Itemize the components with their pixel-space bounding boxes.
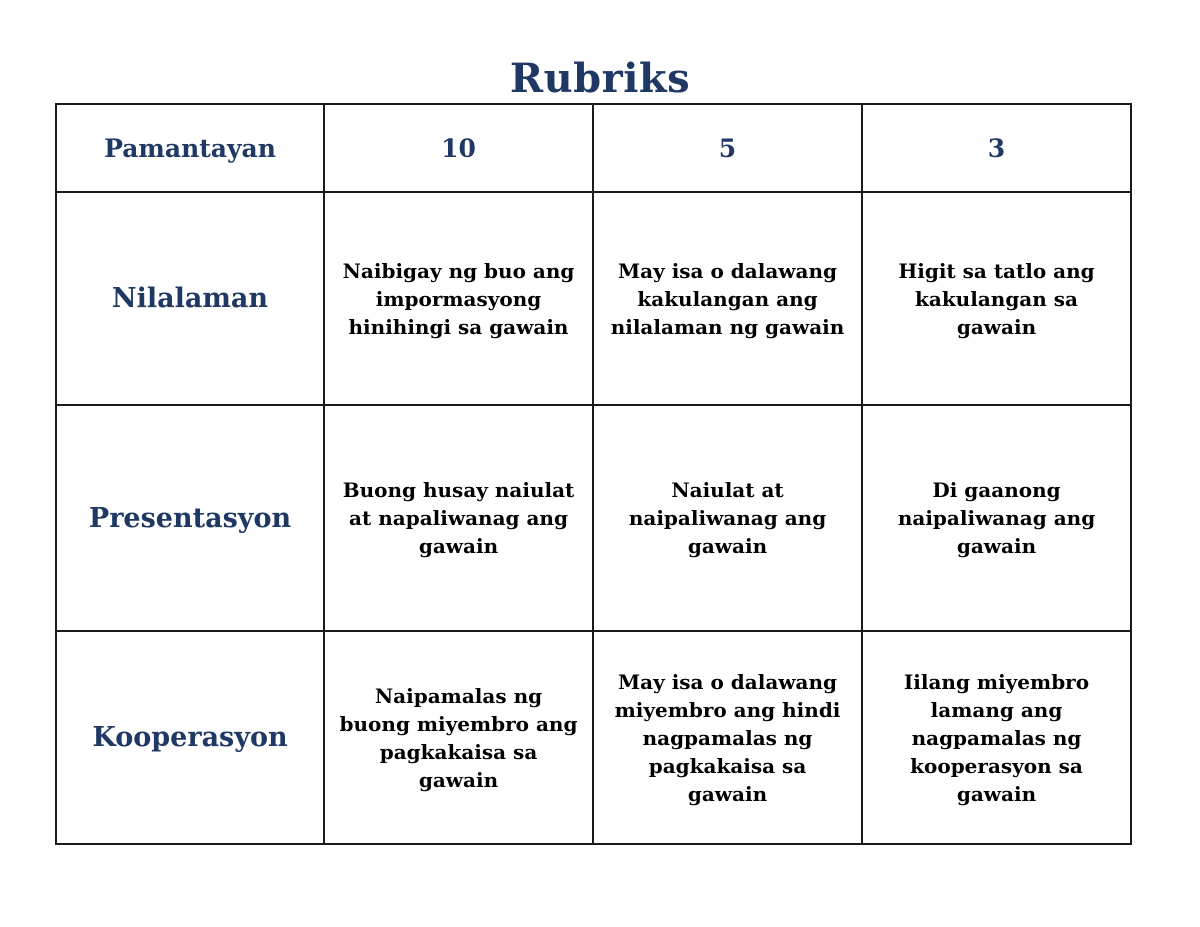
description-cell: Naibigay ng buo ang impormasyong hinihingi sa gawain [324, 192, 593, 405]
description-cell: May isa o dalawang kakulangan ang nilalaman ng gawain [593, 192, 862, 405]
criteria-kooperasyon: Kooperasyon [56, 631, 324, 844]
table-row [56, 192, 1131, 405]
page-title: Rubriks [509, 55, 691, 102]
header-score-3: 3 [862, 104, 1131, 192]
criteria-nilalaman: Nilalaman [56, 192, 324, 405]
criteria-presentasyon: Presentasyon [56, 405, 324, 631]
header-score-5: 5 [593, 104, 862, 192]
description-cell: Iilang miyembro lamang ang nagpamalas ng kooperasyon sa gawain [862, 631, 1131, 844]
description-cell: Naiulat at naipaliwanag ang gawain [593, 405, 862, 631]
description-cell: May isa o dalawang miyembro ang hindi nagpamalas ng pagkakaisa sa gawain [593, 631, 862, 844]
description-cell: Buong husay naiulat at napaliwanag ang gawain [324, 405, 593, 631]
header-score-10: 10 [324, 104, 593, 192]
table-row [56, 405, 1131, 631]
description-cell: Naipamalas ng buong miyembro ang pagkakaisa sa gawain [324, 631, 593, 844]
table-header-row [56, 104, 1131, 192]
description-cell: Di gaanong naipaliwanag ang gawain [862, 405, 1131, 631]
description-cell: Higit sa tatlo ang kakulangan sa gawain [862, 192, 1131, 405]
rubric-table [55, 103, 1132, 845]
header-criteria: Pamantayan [56, 104, 324, 192]
table-row [56, 631, 1131, 844]
